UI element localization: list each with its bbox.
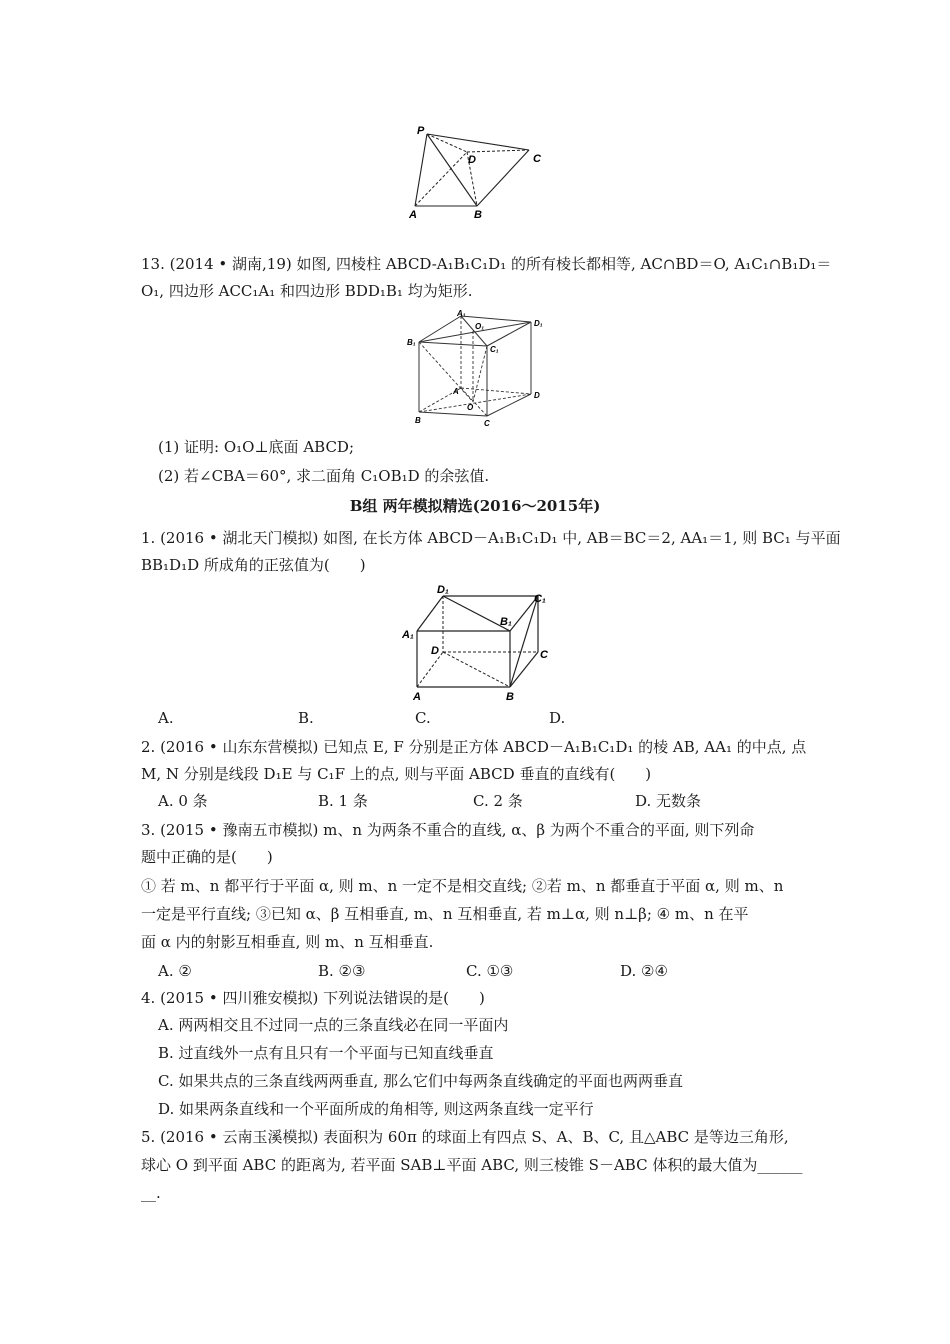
label-b1: B₁ <box>500 616 512 628</box>
q1-line2: BB₁D₁D 所成角的正弦值为( ) <box>141 556 366 574</box>
q1-line1: 1. (2016 • 湖北天门模拟) 如图, 在长方体 ABCD－A₁B₁C₁D₁ 中, AB＝BC＝2, AA₁＝1, 则 BC₁ 与平面 <box>141 529 841 547</box>
label-c1: C₁ <box>490 345 499 354</box>
q3-option-d[interactable]: D. ②④ <box>620 962 668 980</box>
q2-option-d[interactable]: D. 无数条 <box>635 792 702 810</box>
pyramid-figure <box>405 122 555 222</box>
q2-option-b[interactable]: B. 1 条 <box>318 792 368 810</box>
label-a1: A₁ <box>402 629 414 641</box>
label-a: A <box>413 691 421 703</box>
label-p: P <box>417 125 425 137</box>
q3-option-c[interactable]: C. ①③ <box>466 962 514 980</box>
q2-option-a[interactable]: A. 0 条 <box>158 792 208 810</box>
q3-option-b[interactable]: B. ②③ <box>318 962 366 980</box>
q4-option-d[interactable]: D. 如果两条直线和一个平面所成的角相等, 则这两条直线一定平行 <box>158 1100 594 1118</box>
q13-sub1: (1) 证明: O₁O⊥底面 ABCD; <box>158 438 355 456</box>
q1-option-a[interactable]: A. <box>158 709 174 727</box>
label-c: C <box>540 649 548 661</box>
label-c: C <box>533 153 541 165</box>
q2-line1: 2. (2016 • 山东东营模拟) 已知点 E, F 分别是正方体 ABCD－A₁B₁C₁D₁ 的棱 AB, AA₁ 的中点, 点 <box>141 738 807 756</box>
q3-line2: 题中正确的是( ) <box>141 848 273 866</box>
label-d1: D₁ <box>534 319 543 328</box>
q4-option-b[interactable]: B. 过直线外一点有且只有一个平面与已知直线垂直 <box>158 1044 494 1062</box>
q1-option-d[interactable]: D. <box>549 709 566 727</box>
q5-line1: 5. (2016 • 云南玉溪模拟) 表面积为 60π 的球面上有四点 S、A、B、C, 且△ABC 是等边三角形, <box>141 1128 789 1146</box>
section-heading: B组 两年模拟精选(2016～2015年) <box>349 497 601 515</box>
q5-line3: __. <box>141 1184 161 1202</box>
q3-line1: 3. (2015 • 豫南五市模拟) m、n 为两条不重合的直线, α、β 为两个不重合的平面, 则下列命 <box>141 821 755 839</box>
label-c1: C₁ <box>534 593 546 605</box>
label-d1: D₁ <box>437 584 449 596</box>
q13-line2: O₁, 四边形 ACC₁A₁ 和四边形 BDD₁B₁ 均为矩形. <box>141 282 473 300</box>
q5-line2: 球心 O 到平面 ABC 的距离为, 若平面 SAB⊥平面 ABC, 则三棱锥 S－ABC 体积的最大值为______ <box>141 1156 803 1174</box>
q3-line5: 面 α 内的射影互相垂直, 则 m、n 互相垂直. <box>141 933 434 951</box>
label-c: C <box>484 419 490 428</box>
q13-line1: 13. (2014 • 湖南,19) 如图, 四棱柱 ABCD-A₁B₁C₁D₁ 的所有棱长都相等, AC∩BD＝O, A₁C₁∩B₁D₁＝ <box>141 255 832 273</box>
q2-option-c[interactable]: C. 2 条 <box>473 792 523 810</box>
label-o1: O₁ <box>475 322 485 331</box>
q4-option-a[interactable]: A. 两两相交且不过同一点的三条直线必在同一平面内 <box>158 1016 509 1034</box>
cuboid-figure <box>402 582 562 707</box>
q3-option-a[interactable]: A. ② <box>158 962 192 980</box>
prism-figure <box>405 308 555 428</box>
label-b: B <box>506 691 514 703</box>
q2-line2: M, N 分别是线段 D₁E 与 C₁F 上的点, 则与平面 ABCD 垂直的直线有( ) <box>141 765 652 783</box>
label-b: B <box>474 209 482 221</box>
label-d: D <box>468 154 476 166</box>
q4-option-c[interactable]: C. 如果共点的三条直线两两垂直, 那么它们中每两条直线确定的平面也两两垂直 <box>158 1072 684 1090</box>
q1-option-b[interactable]: B. <box>298 709 314 727</box>
label-a: A <box>453 387 459 396</box>
q3-line4: 一定是平行直线; ③已知 α、β 互相垂直, m、n 互相垂直, 若 m⊥α, 则 n⊥β; ④ m、n 在平 <box>141 905 749 923</box>
label-d: D <box>534 391 540 400</box>
label-d: D <box>431 645 439 657</box>
q1-option-c[interactable]: C. <box>415 709 431 727</box>
label-b: B <box>415 416 421 425</box>
label-o: O <box>467 403 474 412</box>
q13-sub2: (2) 若∠CBA＝60°, 求二面角 C₁OB₁D 的余弦值. <box>158 467 490 485</box>
q3-line3: ① 若 m、n 都平行于平面 α, 则 m、n 一定不是相交直线; ②若 m、n 都垂直于平面 α, 则 m、n <box>141 877 784 895</box>
label-a1: A₁ <box>457 309 466 318</box>
label-a: A <box>409 209 417 221</box>
q4-line1: 4. (2015 • 四川雅安模拟) 下列说法错误的是( ) <box>141 989 485 1007</box>
label-b1: B₁ <box>407 338 416 347</box>
